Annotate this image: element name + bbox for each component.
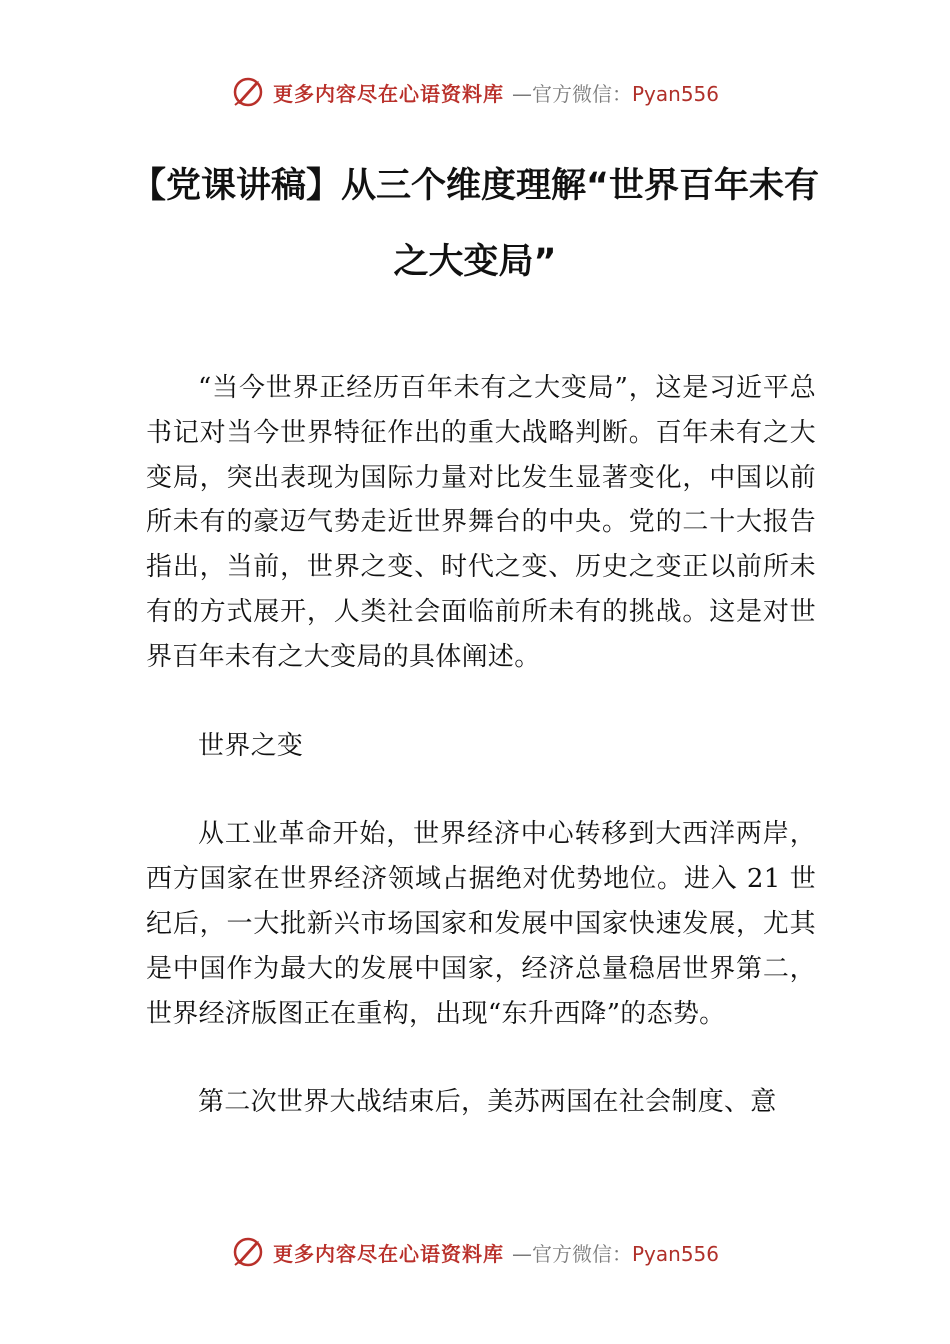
header-watermark (0, 72, 950, 112)
footer-watermark (0, 1232, 950, 1272)
paragraph-intro: “当今世界正经历百年未有之大变局”，这是习近平总书记对当今世界特征作出的重大战略判断。百年未有之大变局，突出表现为国际力量对比发生显著变化，中国以前所未有的豪迈气势走近世界舞台的中央。党的二十大报告指出，当前，世界之变、时代之变、历史之变正以前所未有的方式展开，人类社会面临前所未有的挑战。这是对世界百年未有之大变局的具体阐述。 (146, 373, 816, 672)
watermark-separator: — (511, 1241, 532, 1266)
watermark-brand-text: 更多内容尽在心语资料库 (272, 1241, 504, 1266)
watermark-wechat-label: 官方微信： (531, 81, 632, 106)
quill-pen-logo-icon (231, 1235, 265, 1269)
paragraph-world-economy: 从工业革命开始，世界经济中心转移到大西洋两岸，西方国家在世界经济领域占据绝对优势地位。进入 21 世纪后，一大批新兴市场国家和发展中国家快速发展，尤其是中国作为最大的发展中国家，经济总量稳居世界第二，世界经济版图正在重构，出现“东升西降”的态势。 (146, 819, 816, 1029)
watermark-wechat-id: Pyan556 (631, 81, 719, 106)
watermark-wechat-id: Pyan556 (631, 1241, 719, 1266)
paragraph-post-war: 第二次世界大战结束后，美苏两国在社会制度、意 (198, 1087, 777, 1118)
section-heading-world-change: 世界之变 (198, 730, 304, 761)
watermark-separator: — (511, 81, 532, 106)
quill-pen-logo-icon (231, 75, 265, 109)
document-title: 【党课讲稿】从三个维度理解“世界百年未有之大变局” (130, 166, 819, 282)
document-body (146, 366, 816, 1125)
watermark-wechat-label: 官方微信： (531, 1241, 632, 1266)
watermark-brand-text: 更多内容尽在心语资料库 (272, 81, 504, 106)
